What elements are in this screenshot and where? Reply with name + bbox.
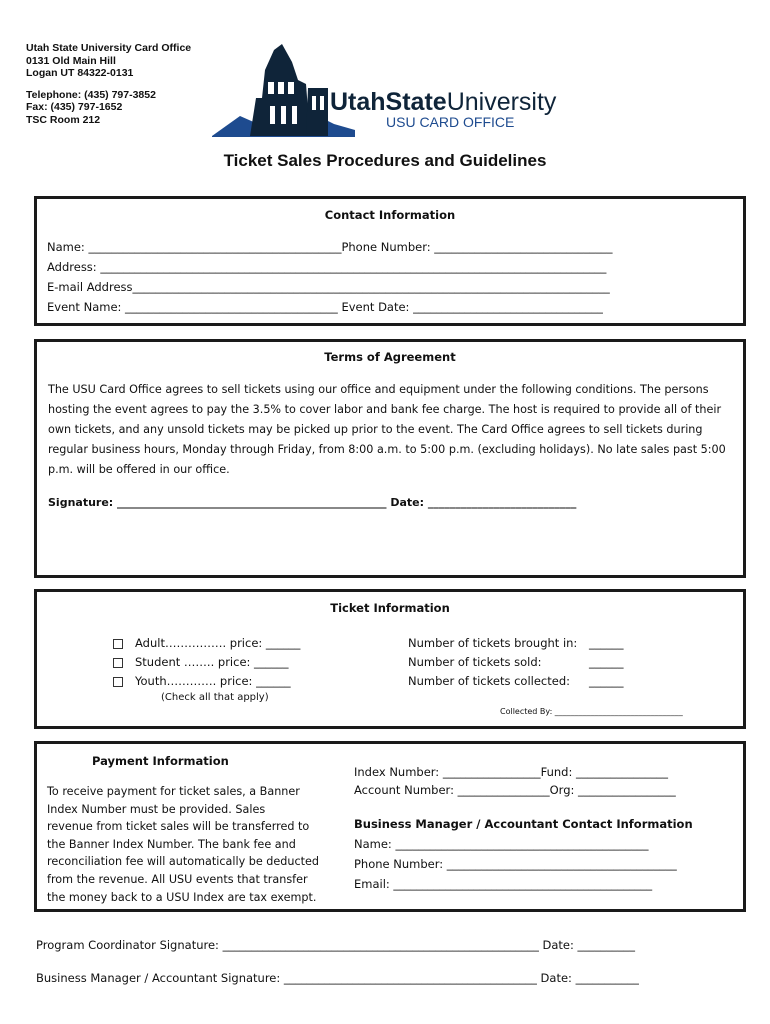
terms-line: own tickets, and any unsold tickets may be picked up prior to the event. The Card Office agrees to sell tickets during [48, 423, 703, 436]
terms-paragraph [48, 380, 726, 480]
checkbox-icon[interactable] [113, 677, 123, 687]
logo-subtitle: USU CARD OFFICE [386, 114, 515, 130]
office-fax: Fax: (435) 797-1652 [26, 101, 123, 113]
checkbox-icon[interactable] [113, 639, 123, 649]
terms-section [34, 339, 746, 578]
check-all-note: (Check all that apply) [161, 692, 269, 703]
tickets-sold-label: Number of tickets sold: [408, 655, 542, 669]
payment-paragraph [47, 783, 319, 906]
ticket-type-label: Youth…………. price: ______ [135, 674, 291, 688]
tickets-brought-label: Number of tickets brought in: [408, 636, 578, 650]
page-title: Ticket Sales Procedures and Guidelines [223, 151, 547, 170]
logo-wordmark-bold: UtahState [330, 88, 447, 116]
payment-line: Index Number must be provided. Sales [47, 802, 266, 816]
index-fund-line[interactable]: Index Number: _________________Fund: ________________ [354, 765, 668, 779]
payment-line: the money back to a USU Index are tax exempt. [47, 890, 317, 904]
tickets-collected-label: Number of tickets collected: [408, 674, 571, 688]
ticket-section [34, 589, 746, 729]
bm-email-line[interactable]: Email: _____________________________________________ [354, 877, 653, 891]
checkbox-icon[interactable] [113, 658, 123, 668]
coordinator-signature-line[interactable]: Program Coordinator Signature: _______________________________________________________ Date: __________ [36, 938, 635, 952]
contact-heading: Contact Information [324, 208, 456, 222]
tickets-sold-value[interactable]: ______ [589, 655, 624, 669]
office-room: TSC Room 212 [26, 113, 101, 126]
payment-line: from the revenue. All USU events that transfer [47, 872, 308, 886]
payment-line: reconciliation fee will automatically be deducted [47, 855, 319, 869]
office-name: Utah State University Card Office [26, 42, 192, 54]
office-city: Logan UT 84322-0131 [26, 67, 134, 79]
terms-heading: Terms of Agreement [324, 350, 456, 364]
office-street: 0131 Old Main Hill [26, 54, 116, 67]
ticket-type-label: Adult……………. price: ______ [135, 636, 301, 650]
payment-section [34, 741, 746, 912]
office-telephone: Telephone: (435) 797-3852 [26, 88, 156, 101]
office-address [26, 42, 191, 126]
payment-line: To receive payment for ticket sales, a Banner [47, 785, 300, 798]
ticket-type-youth[interactable] [113, 674, 291, 688]
ticket-type-adult[interactable] [113, 636, 300, 650]
payment-line: the Banner Index Number. The bank fee and [47, 837, 296, 851]
payment-line: revenue from ticket sales will be transferred to [47, 820, 310, 834]
terms-line: regular business hours, Monday through Friday, from 8:00 a.m. to 5:00 p.m. (excluding holidays). No late sales past 5:00 [48, 443, 726, 456]
terms-line: The USU Card Office agrees to sell tickets using our office and equipment under the following conditions. The persons [48, 383, 709, 396]
contact-section [34, 196, 746, 326]
terms-line: hosting the event agrees to pay the 3.5% to cover labor and bank fee charge. The host is required to provide all of their [48, 403, 722, 416]
usu-logo [210, 40, 560, 140]
logo-wordmark-regular: University [446, 88, 557, 116]
tickets-brought-value[interactable]: ______ [589, 636, 624, 650]
payment-heading: Payment Information [92, 754, 229, 768]
ticket-type-label: Student …….. price: ______ [135, 655, 289, 669]
contact-event-line[interactable]: Event Name: _____________________________________ Event Date: _________________________________ [47, 300, 603, 314]
logo-wordmark [330, 88, 557, 116]
contact-address-line[interactable]: Address: ________________________________________________________________________________________ [47, 260, 607, 274]
tickets-collected-value[interactable]: ______ [589, 674, 624, 688]
terms-signature-line[interactable]: Signature: _________________________________________________ Date: ___________________________ [48, 496, 577, 509]
ticket-heading: Ticket Information [330, 601, 450, 615]
business-manager-signature-line[interactable]: Business Manager / Accountant Signature: ____________________________________________ Date: ___________ [36, 971, 639, 985]
contact-email-line[interactable]: E-mail Address___________________________________________________________________________________ [47, 280, 610, 294]
collected-by-line[interactable]: Collected By: ________________________________ [500, 707, 683, 716]
bm-heading: Business Manager / Accountant Contact Information [354, 817, 693, 831]
bm-phone-line[interactable]: Phone Number: ________________________________________ [354, 857, 677, 871]
ticket-type-student[interactable] [113, 655, 289, 669]
bm-name-line[interactable]: Name: ____________________________________________ [354, 837, 649, 851]
account-org-line[interactable]: Account Number: ________________Org: _________________ [354, 783, 676, 797]
terms-line: p.m. will be offered in our office. [48, 463, 230, 476]
contact-name-phone-line[interactable]: Name: ____________________________________________Phone Number: _______________________________ [47, 240, 613, 254]
